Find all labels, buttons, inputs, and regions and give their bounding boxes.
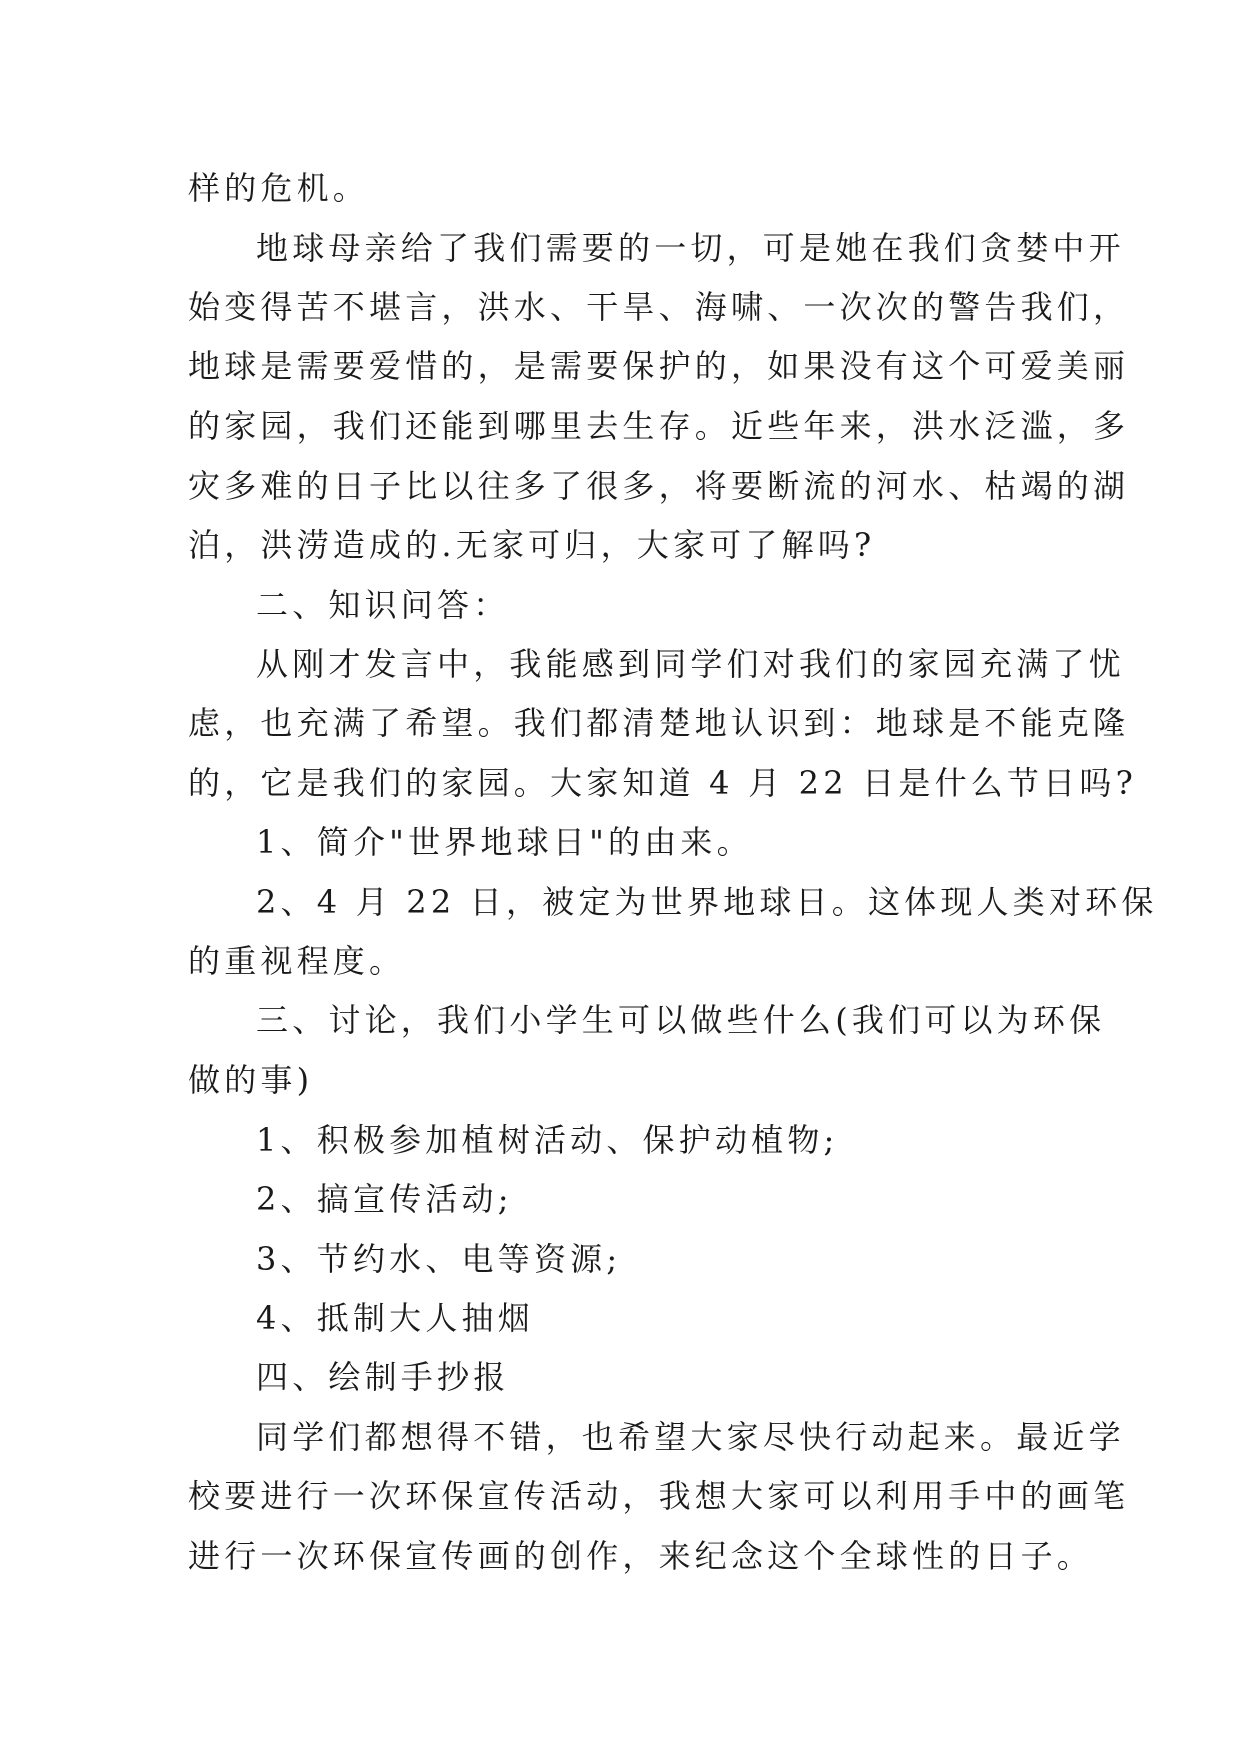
list-item: 2、搞宣传活动;	[256, 1180, 513, 1218]
list-item: 1、积极参加植树活动、保护动植物;	[256, 1121, 839, 1159]
list-item: 4、抵制大人抽烟	[256, 1299, 534, 1337]
section-heading: 二、知识问答：	[256, 586, 510, 624]
text-line: 灾多难的日子比以往多了很多，将要断流的河水、枯竭的湖	[188, 467, 1130, 505]
list-item: 2、4 月 22 日，被定为世界地球日。这体现人类对环保	[256, 883, 1158, 921]
text-line: 的家园，我们还能到哪里去生存。近些年来，洪水泛滥，多	[188, 407, 1130, 445]
text-line: 从刚才发言中，我能感到同学们对我们的家园充满了忧	[256, 645, 1125, 683]
text-line: 泊，洪涝造成的.无家可归，大家可了解吗?	[188, 526, 876, 564]
section-heading: 三、讨论，我们小学生可以做些什么(我们可以为环保	[256, 1001, 1106, 1039]
text-line: 样的危机。	[188, 169, 370, 207]
text-line: 校要进行一次环保宣传活动，我想大家可以利用手中的画笔	[188, 1477, 1130, 1515]
text-line: 的，它是我们的家园。大家知道 4 月 22 日是什么节日吗?	[188, 764, 1137, 802]
text-line: 虑，也充满了希望。我们都清楚地认识到：地球是不能克隆	[188, 704, 1130, 742]
list-item: 3、节约水、电等资源;	[256, 1240, 622, 1278]
text-line: 地球母亲给了我们需要的一切，可是她在我们贪婪中开	[256, 229, 1125, 267]
text-line: 做的事)	[188, 1061, 314, 1099]
list-item: 1、简介"世界地球日"的由来。	[256, 823, 753, 861]
text-line: 始变得苦不堪言，洪水、干旱、海啸、一次次的警告我们，	[188, 288, 1130, 326]
section-heading: 四、绘制手抄报	[256, 1358, 510, 1396]
text-line: 进行一次环保宣传画的创作，来纪念这个全球性的日子。	[188, 1537, 1094, 1575]
text-line: 地球是需要爱惜的，是需要保护的，如果没有这个可爱美丽	[188, 347, 1130, 385]
text-line: 的重视程度。	[188, 942, 406, 980]
text-line: 同学们都想得不错，也希望大家尽快行动起来。最近学	[256, 1418, 1125, 1456]
